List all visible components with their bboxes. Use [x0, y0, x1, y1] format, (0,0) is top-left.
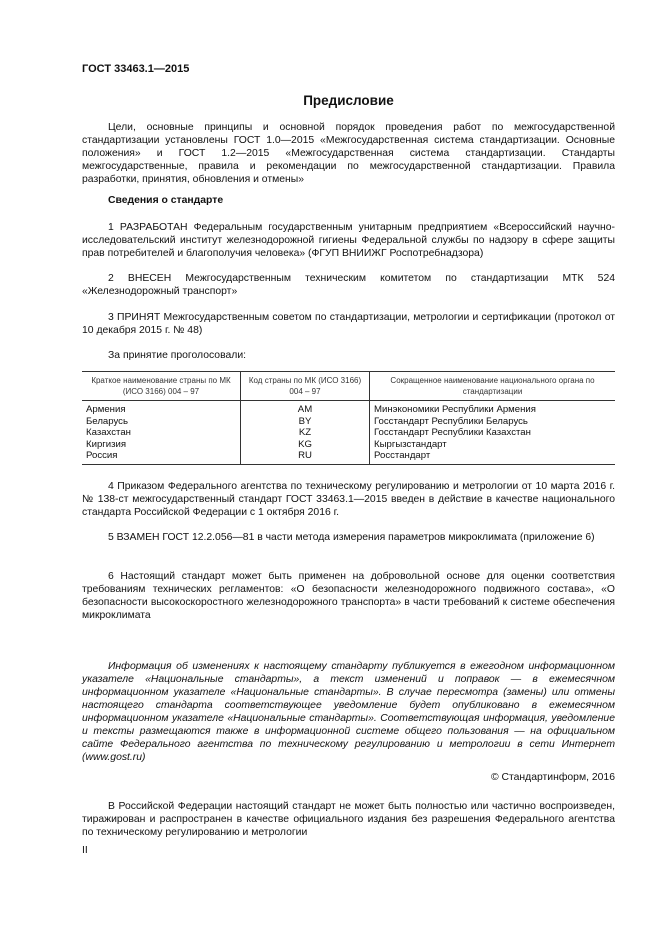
code-cell: BY — [241, 416, 370, 428]
voted-label: За принятие проголосовали: — [108, 350, 247, 361]
country-cell: Беларусь — [86, 415, 128, 427]
item-2-paragraph: 2 ВНЕСЕН Межгосударственным техническим комитетом по стандартизации МТК 524 «Железнодорожный транспорт» — [82, 273, 615, 297]
column-header-country: Краткое наименование страны по МК (ИСО 3166) 004 – 97 — [82, 372, 241, 401]
country-cell: Армения — [86, 404, 126, 415]
country-cell: Киргизия — [86, 438, 127, 450]
code-cell: KG — [241, 439, 370, 451]
item-3-paragraph: 3 ПРИНЯТ Межгосударственным советом по стандартизации, метрологии и сертификации (протокол от 10 декабря 2015 г. № 48) — [82, 312, 615, 336]
page-number: II — [82, 845, 88, 856]
intro-paragraph: Цели, основные принципы и основной порядок проведения работ по межгосударственной стандартизации установлены ГОСТ 1.0—2015 «Межгосударственная система стандартизации. Основные положения» и ГОСТ 1.2—2015 «Межгосударственная система стандартизации. Стандарты межгосударственные, правила и рекомендации по межгосударственной стандартизации. Правила разработки, принятия, обновления и отмены» — [82, 122, 615, 185]
code-cell: AM — [241, 401, 370, 416]
authority-cell: Минэкономики Республики Армения — [370, 401, 616, 416]
country-cell: Казахстан — [86, 427, 131, 438]
code-cell: RU — [241, 450, 370, 464]
page-title: Предисловие — [303, 93, 394, 108]
item-4-paragraph: 4 Приказом Федерального агентства по техническому регулированию и метрологии от 10 марта 2016 г. № 138-ст межгосударственный стандарт ГОСТ 33463.1—2015 введен в действие в качестве национального стандарта Российской Федерации с 1 октября 2016 г. — [82, 481, 615, 518]
voting-countries-table — [82, 371, 615, 465]
item-6-paragraph: 6 Настоящий стандарт может быть применен на добровольной основе для оценки соответствия требованиям технических регламентов: «О безопасности железнодорожного подвижного состава», «О безопасности высокоскоростного железнодорожного транспорта» в части требований к системе обеспечения микроклимата — [82, 571, 615, 621]
table-row — [82, 416, 615, 428]
country-cell: Россия — [82, 450, 241, 464]
table-header-row — [82, 372, 615, 401]
authority-cell: Госстандарт Республики Беларусь — [370, 416, 616, 428]
authority-cell: Кыргызстандарт — [370, 439, 616, 451]
authority-cell: Госстандарт Республики Казахстан — [370, 427, 616, 439]
item-5-paragraph: 5 ВЗАМЕН ГОСТ 12.2.056—81 в части метода измерения параметров микроклимата (приложение 6) — [108, 532, 595, 543]
reproduction-notice: В Российской Федерации настоящий стандарт не может быть полностью или частично воспроизведен, тиражирован и распространен в качестве официального издания без разрешения Федерального агентства по техническому регулированию и метрологии — [82, 801, 615, 838]
column-header-code: Код страны по МК (ИСО 3166) 004 – 97 — [241, 372, 370, 401]
table-row — [82, 401, 615, 416]
table-row — [82, 450, 615, 464]
code-cell: KZ — [241, 427, 370, 439]
table-row — [82, 427, 615, 439]
table-row — [82, 439, 615, 451]
column-header-authority: Сокращенное наименование национального органа по стандартизации — [370, 372, 616, 401]
amendments-info-notice: Информация об изменениях к настоящему стандарту публикуется в ежегодном информационном указателе «Национальные стандарты», а текст изменений и поправок — в ежемесячном информационном указателе «Национальные стандарты». В случае пересмотра (замены) или отмены настоящего стандарта соответствующее уведомление будет опубликовано в ежемесячном информационном указателе «Национальные стандарты». Соответствующая информация, уведомление и тексты размещаются также в информационной системе общего пользования — на официальном сайте Федерального агентства по техническому регулированию и метрологии в сети Интернет (www.gost.ru) — [82, 661, 615, 763]
section-subtitle: Сведения о стандарте — [108, 195, 224, 206]
authority-cell: Росстандарт — [370, 450, 616, 464]
item-1-paragraph: 1 РАЗРАБОТАН Федеральным государственным унитарным предприятием «Всероссийский научно-исследовательский институт железнодорожной гигиены Федеральной службы по надзору в сфере защиты прав потребителей и благополучия человека» (ФГУП ВНИИЖГ Роспотребнадзора) — [82, 222, 615, 259]
document-code-header: ГОСТ 33463.1—2015 — [82, 63, 190, 75]
copyright-notice: © Стандартинформ, 2016 — [490, 772, 615, 783]
